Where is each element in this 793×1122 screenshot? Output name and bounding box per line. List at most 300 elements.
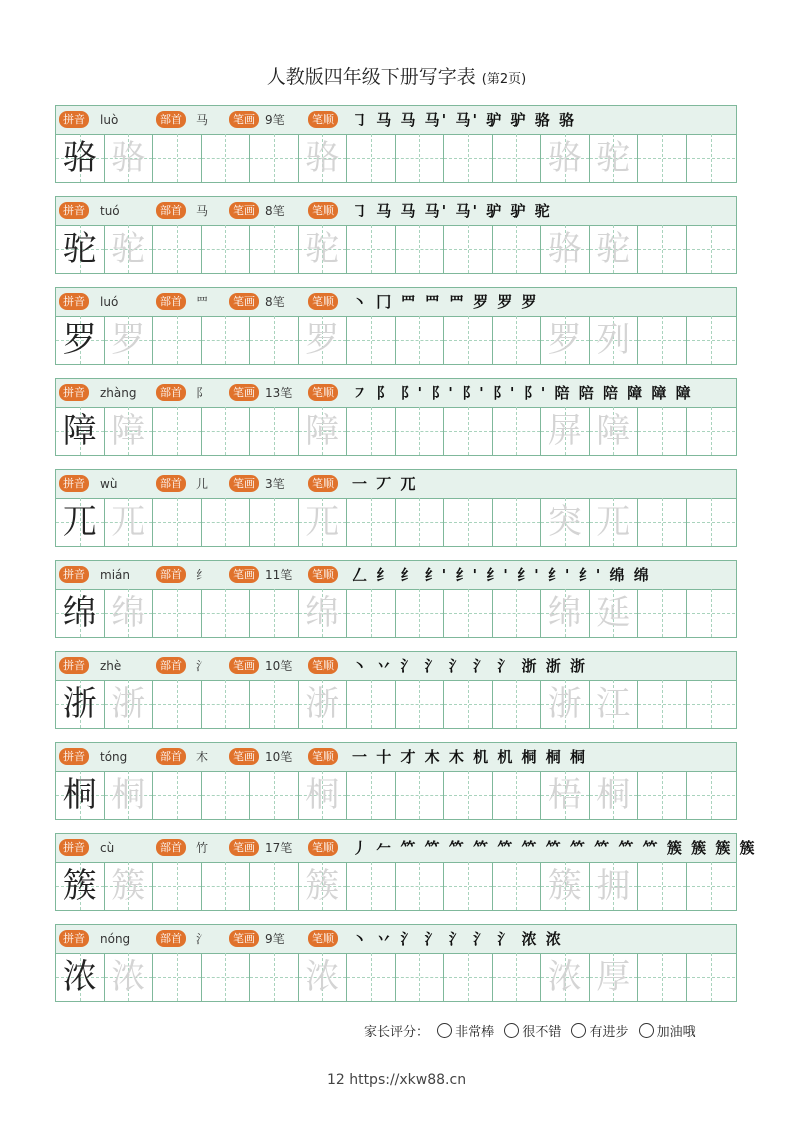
writing-cell[interactable] bbox=[250, 953, 299, 1001]
radical-tag: 部首 bbox=[156, 839, 186, 856]
practice-row bbox=[55, 833, 757, 911]
word-example-character: 兀 bbox=[596, 502, 631, 542]
writing-cell[interactable] bbox=[541, 771, 590, 819]
writing-cell[interactable] bbox=[299, 862, 348, 910]
row-header bbox=[56, 561, 736, 590]
writing-cell[interactable] bbox=[590, 680, 639, 728]
writing-grid bbox=[56, 589, 736, 637]
radical-tag: 部首 bbox=[156, 475, 186, 492]
model-character: 浙 bbox=[62, 684, 97, 724]
writing-cell[interactable] bbox=[105, 589, 154, 637]
radical-tag: 部首 bbox=[156, 930, 186, 947]
writing-cell[interactable] bbox=[56, 225, 105, 273]
writing-cell[interactable] bbox=[493, 680, 542, 728]
writing-grid bbox=[56, 134, 736, 182]
stroke-order-tag: 笔顺 bbox=[308, 748, 338, 765]
writing-cell[interactable] bbox=[638, 953, 687, 1001]
writing-cell[interactable] bbox=[687, 862, 736, 910]
writing-cell[interactable] bbox=[105, 680, 154, 728]
writing-cell[interactable] bbox=[590, 225, 639, 273]
row-header bbox=[56, 288, 736, 317]
stroke-count-value: 8笔 bbox=[265, 295, 285, 309]
writing-cell[interactable] bbox=[56, 134, 105, 182]
writing-cell[interactable] bbox=[541, 225, 590, 273]
writing-cell[interactable] bbox=[299, 953, 348, 1001]
writing-cell[interactable] bbox=[347, 771, 396, 819]
radical-value: 木 bbox=[196, 750, 209, 764]
writing-cell[interactable] bbox=[202, 953, 251, 1001]
radio-circle-icon[interactable] bbox=[437, 1023, 452, 1038]
trace-character: 骆 bbox=[305, 138, 340, 178]
model-character: 障 bbox=[62, 411, 97, 451]
writing-cell[interactable] bbox=[493, 407, 542, 455]
writing-cell[interactable] bbox=[202, 680, 251, 728]
stroke-order-tag: 笔顺 bbox=[308, 566, 338, 583]
writing-cell[interactable] bbox=[202, 316, 251, 364]
writing-grid bbox=[56, 680, 736, 728]
writing-cell[interactable] bbox=[687, 407, 736, 455]
model-character: 绵 bbox=[62, 593, 97, 633]
trace-character: 簇 bbox=[305, 866, 340, 906]
writing-cell[interactable] bbox=[687, 589, 736, 637]
practice-row bbox=[55, 651, 737, 729]
writing-cell[interactable] bbox=[153, 407, 202, 455]
writing-cell[interactable] bbox=[105, 407, 154, 455]
writing-cell[interactable] bbox=[444, 589, 493, 637]
page-footer: 12 https://xkw88.cn bbox=[326, 1072, 467, 1088]
word-example-character: 绵 bbox=[547, 593, 582, 633]
writing-cell[interactable] bbox=[638, 407, 687, 455]
writing-cell[interactable] bbox=[153, 316, 202, 364]
writing-cell[interactable] bbox=[202, 862, 251, 910]
radical-value: 马 bbox=[196, 113, 209, 127]
pinyin-value: zhàng bbox=[100, 386, 137, 400]
writing-cell[interactable] bbox=[56, 316, 105, 364]
writing-cell[interactable] bbox=[493, 862, 542, 910]
row-header bbox=[56, 197, 736, 226]
word-example-character: 梧 bbox=[547, 775, 582, 815]
writing-cell[interactable] bbox=[299, 498, 348, 546]
word-example-character: 驼 bbox=[596, 229, 631, 269]
stroke-order-tag: 笔顺 bbox=[308, 293, 338, 310]
radical-value: 氵 bbox=[196, 932, 209, 946]
row-header bbox=[56, 106, 736, 135]
writing-cell[interactable] bbox=[687, 134, 736, 182]
trace-character: 驼 bbox=[111, 229, 146, 269]
writing-cell[interactable] bbox=[153, 498, 202, 546]
radical-tag: 部首 bbox=[156, 293, 186, 310]
writing-cell[interactable] bbox=[493, 498, 542, 546]
rating-option-3[interactable]: 有进步 bbox=[571, 1025, 628, 1040]
writing-cell[interactable] bbox=[493, 225, 542, 273]
stroke-count-value: 11笔 bbox=[265, 568, 293, 582]
word-example-character: 屏 bbox=[547, 411, 582, 451]
writing-cell[interactable] bbox=[202, 134, 251, 182]
writing-cell[interactable] bbox=[396, 134, 445, 182]
practice-row bbox=[55, 105, 737, 183]
radical-tag: 部首 bbox=[156, 202, 186, 219]
writing-cell[interactable] bbox=[687, 953, 736, 1001]
writing-cell[interactable] bbox=[638, 589, 687, 637]
radical-value: 纟 bbox=[196, 568, 209, 582]
pinyin-tag: 拼音 bbox=[59, 293, 89, 310]
row-header bbox=[56, 743, 736, 772]
pinyin-value: nóng bbox=[100, 932, 131, 946]
writing-cell[interactable] bbox=[202, 771, 251, 819]
writing-cell[interactable] bbox=[396, 862, 445, 910]
stroke-order-tag: 笔顺 bbox=[308, 111, 338, 128]
pinyin-value: luó bbox=[100, 295, 119, 309]
trace-character: 浙 bbox=[111, 684, 146, 724]
writing-cell[interactable] bbox=[396, 407, 445, 455]
stroke-count-tag: 笔画 bbox=[229, 384, 259, 401]
pinyin-value: luò bbox=[100, 113, 119, 127]
pinyin-tag: 拼音 bbox=[59, 748, 89, 765]
writing-cell[interactable] bbox=[299, 680, 348, 728]
writing-cell[interactable] bbox=[56, 589, 105, 637]
writing-cell[interactable] bbox=[56, 862, 105, 910]
pinyin-value: cù bbox=[100, 841, 115, 855]
pinyin-value: tóng bbox=[100, 750, 128, 764]
practice-row bbox=[55, 742, 737, 820]
writing-cell[interactable] bbox=[299, 225, 348, 273]
writing-cell[interactable] bbox=[396, 498, 445, 546]
word-example-character: 骆 bbox=[547, 229, 582, 269]
word-example-character: 突 bbox=[547, 502, 582, 542]
stroke-count-value: 9笔 bbox=[265, 113, 285, 127]
radical-value: 氵 bbox=[196, 659, 209, 673]
writing-cell[interactable] bbox=[105, 771, 154, 819]
pinyin-value: wù bbox=[100, 477, 118, 491]
radical-value: 罒 bbox=[196, 295, 209, 309]
writing-cell[interactable] bbox=[347, 407, 396, 455]
stroke-order-sequence: 一 丆 兀 bbox=[352, 475, 418, 493]
writing-cell[interactable] bbox=[396, 589, 445, 637]
writing-cell[interactable] bbox=[590, 862, 639, 910]
practice-row bbox=[55, 378, 737, 456]
writing-cell[interactable] bbox=[590, 498, 639, 546]
radical-tag: 部首 bbox=[156, 566, 186, 583]
writing-cell[interactable] bbox=[347, 498, 396, 546]
writing-cell[interactable] bbox=[493, 953, 542, 1001]
pinyin-tag: 拼音 bbox=[59, 930, 89, 947]
word-example-character: 浓 bbox=[547, 957, 582, 997]
word-example-character: 拥 bbox=[596, 866, 631, 906]
pinyin-value: tuó bbox=[100, 204, 120, 218]
stroke-count-value: 8笔 bbox=[265, 204, 285, 218]
word-example-character: 罗 bbox=[547, 320, 582, 360]
trace-character: 桐 bbox=[305, 775, 340, 815]
writing-cell[interactable] bbox=[396, 316, 445, 364]
writing-grid bbox=[56, 498, 736, 546]
page-title-sub: (第2页) bbox=[481, 72, 527, 87]
pinyin-tag: 拼音 bbox=[59, 111, 89, 128]
trace-character: 罗 bbox=[111, 320, 146, 360]
writing-cell[interactable] bbox=[541, 134, 590, 182]
writing-cell[interactable] bbox=[250, 771, 299, 819]
writing-cell[interactable] bbox=[299, 134, 348, 182]
writing-cell[interactable] bbox=[396, 680, 445, 728]
stroke-order-tag: 笔顺 bbox=[308, 839, 338, 856]
trace-character: 簇 bbox=[111, 866, 146, 906]
writing-cell[interactable] bbox=[250, 862, 299, 910]
writing-cell[interactable] bbox=[444, 771, 493, 819]
stroke-order-sequence: ㇇ 阝 阝' 阝' 阝' 阝' 阝' 陪 陪 陪 障 障 障 bbox=[352, 384, 693, 402]
radio-circle-icon[interactable] bbox=[571, 1023, 586, 1038]
word-example-character: 障 bbox=[596, 411, 631, 451]
stroke-count-tag: 笔画 bbox=[229, 657, 259, 674]
practice-row bbox=[55, 560, 737, 638]
trace-character: 兀 bbox=[111, 502, 146, 542]
stroke-count-value: 9笔 bbox=[265, 932, 285, 946]
rating-option-2[interactable]: 很不错 bbox=[504, 1025, 561, 1040]
writing-grid bbox=[56, 225, 736, 273]
radio-circle-icon[interactable] bbox=[639, 1023, 654, 1038]
radical-value: 竹 bbox=[196, 841, 209, 855]
writing-cell[interactable] bbox=[444, 316, 493, 364]
stroke-order-tag: 笔顺 bbox=[308, 384, 338, 401]
writing-cell[interactable] bbox=[56, 953, 105, 1001]
trace-character: 骆 bbox=[111, 138, 146, 178]
writing-grid bbox=[56, 953, 736, 1001]
writing-cell[interactable] bbox=[444, 407, 493, 455]
stroke-count-value: 17笔 bbox=[265, 841, 293, 855]
row-header bbox=[56, 652, 736, 681]
stroke-count-tag: 笔画 bbox=[229, 748, 259, 765]
writing-cell[interactable] bbox=[687, 225, 736, 273]
writing-cell[interactable] bbox=[153, 225, 202, 273]
writing-cell[interactable] bbox=[541, 498, 590, 546]
stroke-order-sequence: 一 十 才 木 木 机 机 桐 桐 桐 bbox=[352, 748, 588, 766]
parent-rating bbox=[364, 1021, 702, 1040]
pinyin-value: zhè bbox=[100, 659, 122, 673]
writing-cell[interactable] bbox=[444, 862, 493, 910]
model-character: 罗 bbox=[62, 320, 97, 360]
writing-cell[interactable] bbox=[250, 680, 299, 728]
writing-cell[interactable] bbox=[153, 771, 202, 819]
writing-cell[interactable] bbox=[56, 498, 105, 546]
writing-cell[interactable] bbox=[493, 771, 542, 819]
pinyin-value: mián bbox=[100, 568, 130, 582]
writing-cell[interactable] bbox=[638, 680, 687, 728]
writing-cell[interactable] bbox=[250, 134, 299, 182]
writing-cell[interactable] bbox=[299, 316, 348, 364]
writing-cell[interactable] bbox=[396, 953, 445, 1001]
writing-cell[interactable] bbox=[105, 134, 154, 182]
word-example-character: 延 bbox=[596, 593, 631, 633]
writing-cell[interactable] bbox=[250, 407, 299, 455]
writing-cell[interactable] bbox=[687, 316, 736, 364]
stroke-order-sequence: 丶 丷 氵 氵 氵 氵 氵 浙 浙 浙 bbox=[352, 657, 588, 675]
model-character: 桐 bbox=[62, 775, 97, 815]
writing-cell[interactable] bbox=[590, 316, 639, 364]
writing-cell[interactable] bbox=[105, 225, 154, 273]
stroke-count-value: 10笔 bbox=[265, 750, 293, 764]
writing-cell[interactable] bbox=[444, 134, 493, 182]
writing-cell[interactable] bbox=[590, 953, 639, 1001]
writing-cell[interactable] bbox=[638, 498, 687, 546]
writing-cell[interactable] bbox=[347, 953, 396, 1001]
writing-cell[interactable] bbox=[56, 771, 105, 819]
stroke-count-tag: 笔画 bbox=[229, 566, 259, 583]
writing-cell[interactable] bbox=[493, 589, 542, 637]
writing-cell[interactable] bbox=[299, 589, 348, 637]
writing-cell[interactable] bbox=[56, 680, 105, 728]
page-title bbox=[0, 62, 793, 89]
row-header bbox=[56, 925, 736, 954]
stroke-order-tag: 笔顺 bbox=[308, 202, 338, 219]
stroke-count-value: 13笔 bbox=[265, 386, 293, 400]
writing-cell[interactable] bbox=[396, 771, 445, 819]
writing-cell[interactable] bbox=[687, 680, 736, 728]
writing-cell[interactable] bbox=[590, 134, 639, 182]
writing-cell[interactable] bbox=[590, 771, 639, 819]
writing-cell[interactable] bbox=[250, 316, 299, 364]
trace-character: 浓 bbox=[305, 957, 340, 997]
writing-cell[interactable] bbox=[590, 589, 639, 637]
radical-tag: 部首 bbox=[156, 748, 186, 765]
writing-cell[interactable] bbox=[347, 316, 396, 364]
writing-cell[interactable] bbox=[105, 862, 154, 910]
writing-cell[interactable] bbox=[347, 225, 396, 273]
writing-cell[interactable] bbox=[250, 589, 299, 637]
stroke-count-tag: 笔画 bbox=[229, 293, 259, 310]
stroke-count-value: 3笔 bbox=[265, 477, 285, 491]
stroke-order-sequence: 丿 𠂉 𥫗 𥫗 𥫗 𥫗 𥫗 𥫗 𥫗 𥫗 𥫗 𥫗 𥫗 簇 簇 簇 簇 bbox=[352, 839, 757, 857]
practice-row bbox=[55, 469, 737, 547]
writing-cell[interactable] bbox=[153, 953, 202, 1001]
practice-row bbox=[55, 287, 737, 365]
writing-cell[interactable] bbox=[638, 134, 687, 182]
writing-cell[interactable] bbox=[541, 953, 590, 1001]
word-example-character: 列 bbox=[596, 320, 631, 360]
writing-cell[interactable] bbox=[299, 771, 348, 819]
writing-cell[interactable] bbox=[153, 589, 202, 637]
page-title-main: 人教版四年级下册写字表 bbox=[266, 66, 476, 88]
writing-cell[interactable] bbox=[687, 498, 736, 546]
stroke-count-tag: 笔画 bbox=[229, 475, 259, 492]
writing-cell[interactable] bbox=[541, 680, 590, 728]
word-example-character: 骆 bbox=[547, 138, 582, 178]
writing-cell[interactable] bbox=[347, 589, 396, 637]
trace-character: 桐 bbox=[111, 775, 146, 815]
rating-label: 家长评分： bbox=[364, 1025, 430, 1040]
word-example-character: 驼 bbox=[596, 138, 631, 178]
stroke-order-sequence: 𠃋 纟 纟 纟' 纟' 纟' 纟' 纟' 纟' 绵 绵 bbox=[352, 566, 651, 584]
stroke-count-tag: 笔画 bbox=[229, 111, 259, 128]
stroke-order-tag: 笔顺 bbox=[308, 475, 338, 492]
writing-grid bbox=[56, 316, 736, 364]
writing-cell[interactable] bbox=[153, 134, 202, 182]
writing-cell[interactable] bbox=[638, 862, 687, 910]
writing-cell[interactable] bbox=[590, 407, 639, 455]
pinyin-tag: 拼音 bbox=[59, 202, 89, 219]
writing-cell[interactable] bbox=[444, 953, 493, 1001]
writing-cell[interactable] bbox=[687, 771, 736, 819]
writing-cell[interactable] bbox=[250, 498, 299, 546]
pinyin-tag: 拼音 bbox=[59, 384, 89, 401]
trace-character: 兀 bbox=[305, 502, 340, 542]
model-character: 浓 bbox=[62, 957, 97, 997]
writing-cell[interactable] bbox=[638, 771, 687, 819]
word-example-character: 江 bbox=[596, 684, 631, 724]
trace-character: 绵 bbox=[111, 593, 146, 633]
writing-cell[interactable] bbox=[444, 680, 493, 728]
practice-row bbox=[55, 924, 737, 1002]
pinyin-tag: 拼音 bbox=[59, 839, 89, 856]
writing-cell[interactable] bbox=[493, 316, 542, 364]
word-example-character: 厚 bbox=[596, 957, 631, 997]
model-character: 兀 bbox=[62, 502, 97, 542]
pinyin-tag: 拼音 bbox=[59, 657, 89, 674]
writing-cell[interactable] bbox=[444, 498, 493, 546]
writing-cell[interactable] bbox=[56, 407, 105, 455]
writing-grid bbox=[56, 407, 736, 455]
writing-cell[interactable] bbox=[347, 680, 396, 728]
trace-character: 浙 bbox=[305, 684, 340, 724]
writing-cell[interactable] bbox=[347, 134, 396, 182]
trace-character: 障 bbox=[111, 411, 146, 451]
writing-cell[interactable] bbox=[444, 225, 493, 273]
stroke-order-tag: 笔顺 bbox=[308, 657, 338, 674]
writing-cell[interactable] bbox=[541, 589, 590, 637]
radical-value: 马 bbox=[196, 204, 209, 218]
rating-option-4[interactable]: 加油哦 bbox=[639, 1025, 696, 1040]
stroke-count-tag: 笔画 bbox=[229, 202, 259, 219]
writing-cell[interactable] bbox=[299, 407, 348, 455]
writing-cell[interactable] bbox=[105, 498, 154, 546]
rating-option-1[interactable]: 非常棒 bbox=[437, 1025, 494, 1040]
writing-cell[interactable] bbox=[347, 862, 396, 910]
row-header bbox=[56, 834, 757, 863]
stroke-order-sequence: 丶 冂 罒 罒 罒 罗 罗 罗 bbox=[352, 293, 539, 311]
writing-cell[interactable] bbox=[202, 589, 251, 637]
writing-cell[interactable] bbox=[105, 953, 154, 1001]
writing-cell[interactable] bbox=[153, 680, 202, 728]
radical-value: 儿 bbox=[196, 477, 209, 491]
radio-circle-icon[interactable] bbox=[504, 1023, 519, 1038]
radical-tag: 部首 bbox=[156, 384, 186, 401]
stroke-order-sequence: ㇆ 马 马 马' 马' 驴 驴 骆 骆 bbox=[352, 111, 576, 129]
stroke-count-tag: 笔画 bbox=[229, 930, 259, 947]
trace-character: 罗 bbox=[305, 320, 340, 360]
writing-cell[interactable] bbox=[250, 225, 299, 273]
writing-cell[interactable] bbox=[396, 225, 445, 273]
writing-grid bbox=[56, 771, 736, 819]
writing-cell[interactable] bbox=[153, 862, 202, 910]
stroke-count-tag: 笔画 bbox=[229, 839, 259, 856]
writing-cell[interactable] bbox=[493, 134, 542, 182]
writing-cell[interactable] bbox=[541, 316, 590, 364]
pinyin-tag: 拼音 bbox=[59, 566, 89, 583]
stroke-order-tag: 笔顺 bbox=[308, 930, 338, 947]
radical-tag: 部首 bbox=[156, 657, 186, 674]
writing-grid bbox=[56, 862, 736, 910]
writing-cell[interactable] bbox=[638, 316, 687, 364]
writing-cell[interactable] bbox=[202, 407, 251, 455]
writing-cell[interactable] bbox=[541, 862, 590, 910]
stroke-order-sequence: ㇆ 马 马 马' 马' 驴 驴 驼 bbox=[352, 202, 552, 220]
writing-cell[interactable] bbox=[638, 225, 687, 273]
model-character: 骆 bbox=[62, 138, 97, 178]
word-example-character: 簇 bbox=[547, 866, 582, 906]
writing-cell[interactable] bbox=[202, 225, 251, 273]
writing-cell[interactable] bbox=[105, 316, 154, 364]
radical-tag: 部首 bbox=[156, 111, 186, 128]
trace-character: 障 bbox=[305, 411, 340, 451]
writing-cell[interactable] bbox=[541, 407, 590, 455]
writing-cell[interactable] bbox=[202, 498, 251, 546]
